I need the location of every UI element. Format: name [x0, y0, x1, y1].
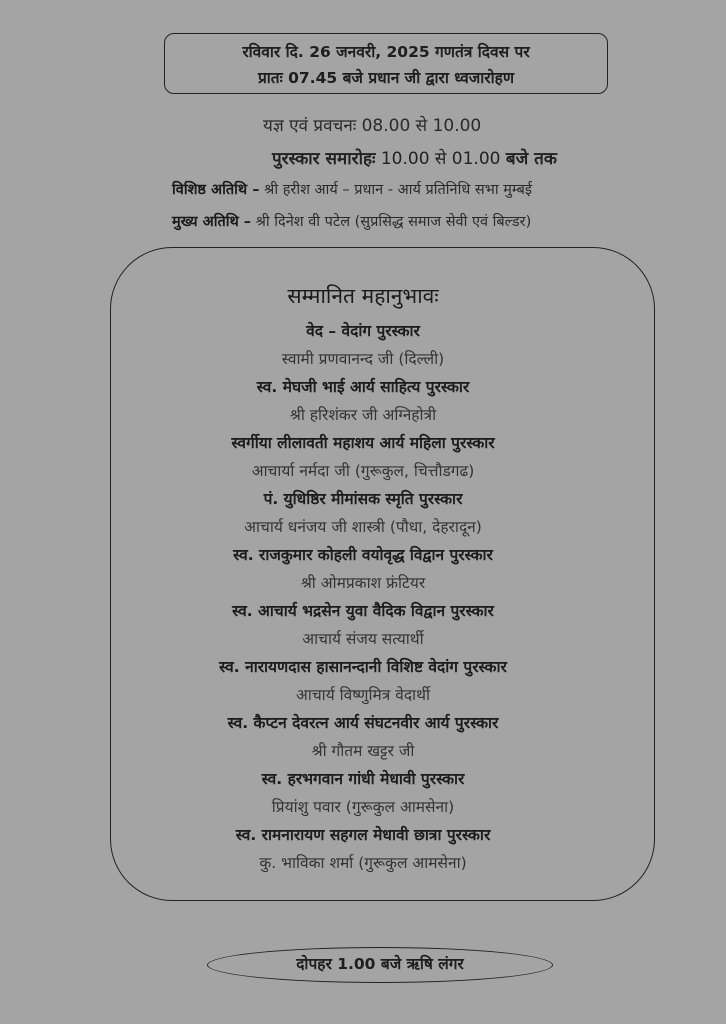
- award-recipient: कु. भाविका शर्मा (गुरूकुल आमसेना): [259, 854, 467, 872]
- award-ceremony-schedule: [272, 146, 557, 169]
- yagya-schedule: यज्ञ एवं प्रवचनः 08.00 से 10.00: [263, 116, 482, 136]
- award-item: [0, 597, 726, 653]
- flag-hoisting-date: रविवार दि. 26 जनवरी, 2025 गणतंत्र दिवस पर: [242, 43, 530, 61]
- award-item: [0, 373, 726, 429]
- award-ceremony-time: 10.00 से 01.00: [375, 149, 506, 169]
- award-name: स्व. मेघजी भाई आर्य साहित्य पुरस्कार: [256, 378, 470, 396]
- award-name: वेद – वेदांग पुरस्कार: [306, 322, 420, 340]
- award-ceremony-suffix: बजे तक: [505, 149, 557, 169]
- award-recipient: स्वामी प्रणवानन्द जी (दिल्ली): [281, 350, 445, 368]
- award-name: स्व. रामनारायण सहगल मेधावी छात्रा पुरस्कार: [235, 826, 491, 844]
- chief-guest-line: [172, 211, 531, 231]
- award-name: स्व. राजकुमार कोहली वयोवृद्ध विद्वान पुरस्कार: [233, 546, 493, 564]
- special-guest-line: [172, 179, 532, 199]
- award-recipient: आचार्य संजय सत्यार्थी: [302, 630, 424, 648]
- flag-hoisting-time: प्रातः 07.45 बजे प्रधान जी द्वारा ध्वजारोहण: [257, 69, 515, 87]
- flag-hoisting-box: [164, 33, 608, 94]
- award-recipient: आचार्य विष्णुमित्र वेदार्थी: [296, 686, 430, 704]
- award-recipient: प्रियांशु पवार (गुरूकुल आमसेना): [271, 798, 455, 816]
- special-guest-label: विशिष्ठ अतिथि –: [172, 182, 260, 198]
- chief-guest-name: श्री दिनेश वी पटेल (सुप्रसिद्ध समाज सेवी एवं बिल्डर): [251, 214, 532, 230]
- award-recipient: श्री हरिशंकर जी अग्निहोत्री: [289, 406, 437, 424]
- award-item: [0, 541, 726, 597]
- chief-guest-label: मुख्य अतिथि –: [172, 214, 252, 230]
- award-recipient: आचार्य धनंजय जी शास्त्री (पौधा, देहरादून): [244, 518, 482, 536]
- award-recipient: आचार्या नर्मदा जी (गुरूकुल, चित्तौडगढ): [251, 462, 475, 480]
- award-item: [0, 821, 726, 877]
- award-name: स्व. कैप्टन देवरत्न आर्य संघटनवीर आर्य पुरस्कार: [227, 714, 499, 732]
- award-name: पं. युधिष्ठिर मीमांसक स्मृति पुरस्कार: [263, 490, 463, 508]
- award-name: स्व. नारायणदास हासानन्दानी विशिष्ट वेदांग पुरस्कार: [219, 658, 507, 676]
- award-item: [0, 485, 726, 541]
- special-guest-name: श्री हरीश आर्य – प्रधान - आर्य प्रतिनिधि सभा मुम्बई: [259, 182, 533, 198]
- award-item: [0, 765, 726, 821]
- award-item: [0, 709, 726, 765]
- award-item: [0, 429, 726, 485]
- award-name: स्व. आचार्य भद्रसेन युवा वैदिक विद्वान पुरस्कार: [232, 602, 494, 620]
- award-item: [0, 653, 726, 709]
- award-list: [0, 317, 726, 877]
- lunch-oval: दोपहर 1.00 बजे ऋषि लंगर: [207, 947, 553, 983]
- award-ceremony-label: पुरस्कार समारोहः: [272, 149, 376, 169]
- award-name: स्वर्गीया लीलावती महाशय आर्य महिला पुरस्कार: [231, 434, 495, 452]
- award-name: स्व. हरभगवान गांधी मेधावी पुरस्कार: [261, 770, 465, 788]
- honorees-heading: सम्मानित महानुभावः: [287, 284, 439, 308]
- award-item: [0, 317, 726, 373]
- award-recipient: श्री ओमप्रकाश फ्रंटियर: [300, 574, 426, 592]
- award-recipient: श्री गौतम खट्टर जी: [311, 742, 415, 760]
